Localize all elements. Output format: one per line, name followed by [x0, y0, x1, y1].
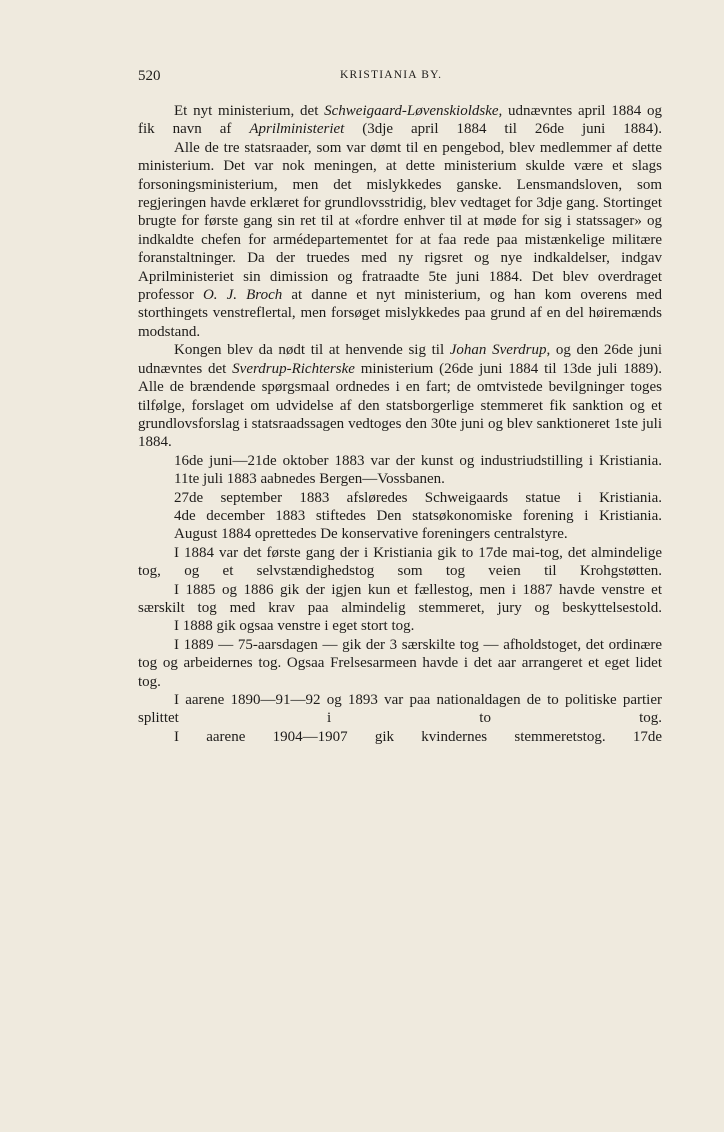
- paragraph-sverdrup: Kongen blev da nødt til at henvende sig til Johan Sverdrup, og den 26de juni udnævntes det Sverdrup-Richterske ministerium (26de juni 1884 til 13de juli 1889). Alle de brændende spørgsmaal ordnedes i en fart; de omtvistede bevilgninger toges tilfølge, forslaget om udvidelse af den statsborgerlige stemmeret fik sanktion og et grundlovsforslag i statsraadssagen vedtoges den 30te juni og blev sanktioneret 1ste juli 1884.: [138, 342, 663, 451]
- paragraph-aprilministeriet: Et nyt ministerium, det Schweigaard-Løvenskioldske, udnævntes april 1884 og fik navn af Aprilministeriet (3dje april 1884 til 26de juni 1884).: [138, 103, 662, 138]
- paragraph-centralstyre: August 1884 oprettedes De konservative foreningers centralstyre.: [174, 526, 568, 543]
- running-title: KRISTIANIA BY.: [340, 69, 443, 81]
- page-number: 520: [138, 68, 161, 84]
- paragraph-statue: 27de september 1883 afsløredes Schweigaards statue i Kristiania.: [174, 489, 662, 506]
- paragraph-1889-tog: I 1889 — 75-aarsdagen — gik der 3 særskilte tog — afholdstoget, det ordinære tog og arbeidernes tog. Ogsaa Frelsesarmeen havde i det aar arrangeret et eget lidet tog.: [138, 636, 662, 690]
- paragraph-1904-tog: I aarene 1904—1907 gik kvindernes stemmeretstog. 17de: [174, 728, 662, 745]
- paragraph-1885-tog: I 1885 og 1886 gik der igjen kun et fællestog, men i 1887 havde venstre et særskilt tog med krav paa almindelig stemmeret, jury og beskyttelsestold.: [138, 581, 662, 616]
- paragraph-bergensbanen: 11te juli 1883 aabnedes Bergen—Vossbanen.: [174, 471, 445, 488]
- body-text: [138, 102, 662, 746]
- paragraph-statsokonomiske: 4de december 1883 stiftedes Den statsøkonomiske forening i Kristiania.: [174, 507, 662, 524]
- paragraph-udstilling: 16de juni—21de oktober 1883 var der kunst og industriudstilling i Kristiania.: [174, 452, 662, 469]
- paragraph-1890-tog: I aarene 1890—91—92 og 1893 var paa nationaldagen de to politiske partier splittet i to tog.: [138, 692, 662, 727]
- paragraph-1884-tog: I 1884 var det første gang der i Kristiania gik to 17de mai-tog, det almindelige tog, og et selvstændighedstog som tog veien til Krohgstøtten.: [138, 544, 662, 580]
- paragraph-1888-tog: I 1888 gik ogsaa venstre i eget stort tog.: [174, 618, 415, 635]
- paragraph-statsraader: Alle de tre statsraader, som var dømt til en pengebod, blev medlemmer af dette ministerium. Det var nok meningen, at dette ministerium skulde være et slags forsoningsministerium, men det mislykkedes ganske. Lensmandsloven, som regjeringen havde erklæret for grundlovsstridig, blev vedtaget for 3dje gang. Stortinget brugte for første gang sin ret til at «fordre enhver til at møde for sig i statssager» og indkaldte chefen for armédepartementet for at faa rede paa mistænkelige militære foranstaltninger. Da der truedes med ny rigsret og nye indkaldelser, indgav Aprilministeriet sin dimission og fratraadte 5te juni 1884. Det blev overdraget professor O. J. Broch at danne et nyt ministerium, og han kom overens med storthingets venstreflertal, men forsøget mislykkedes paa grund af en del høiremænds modstand.: [138, 139, 662, 340]
- page-header: [138, 68, 662, 86]
